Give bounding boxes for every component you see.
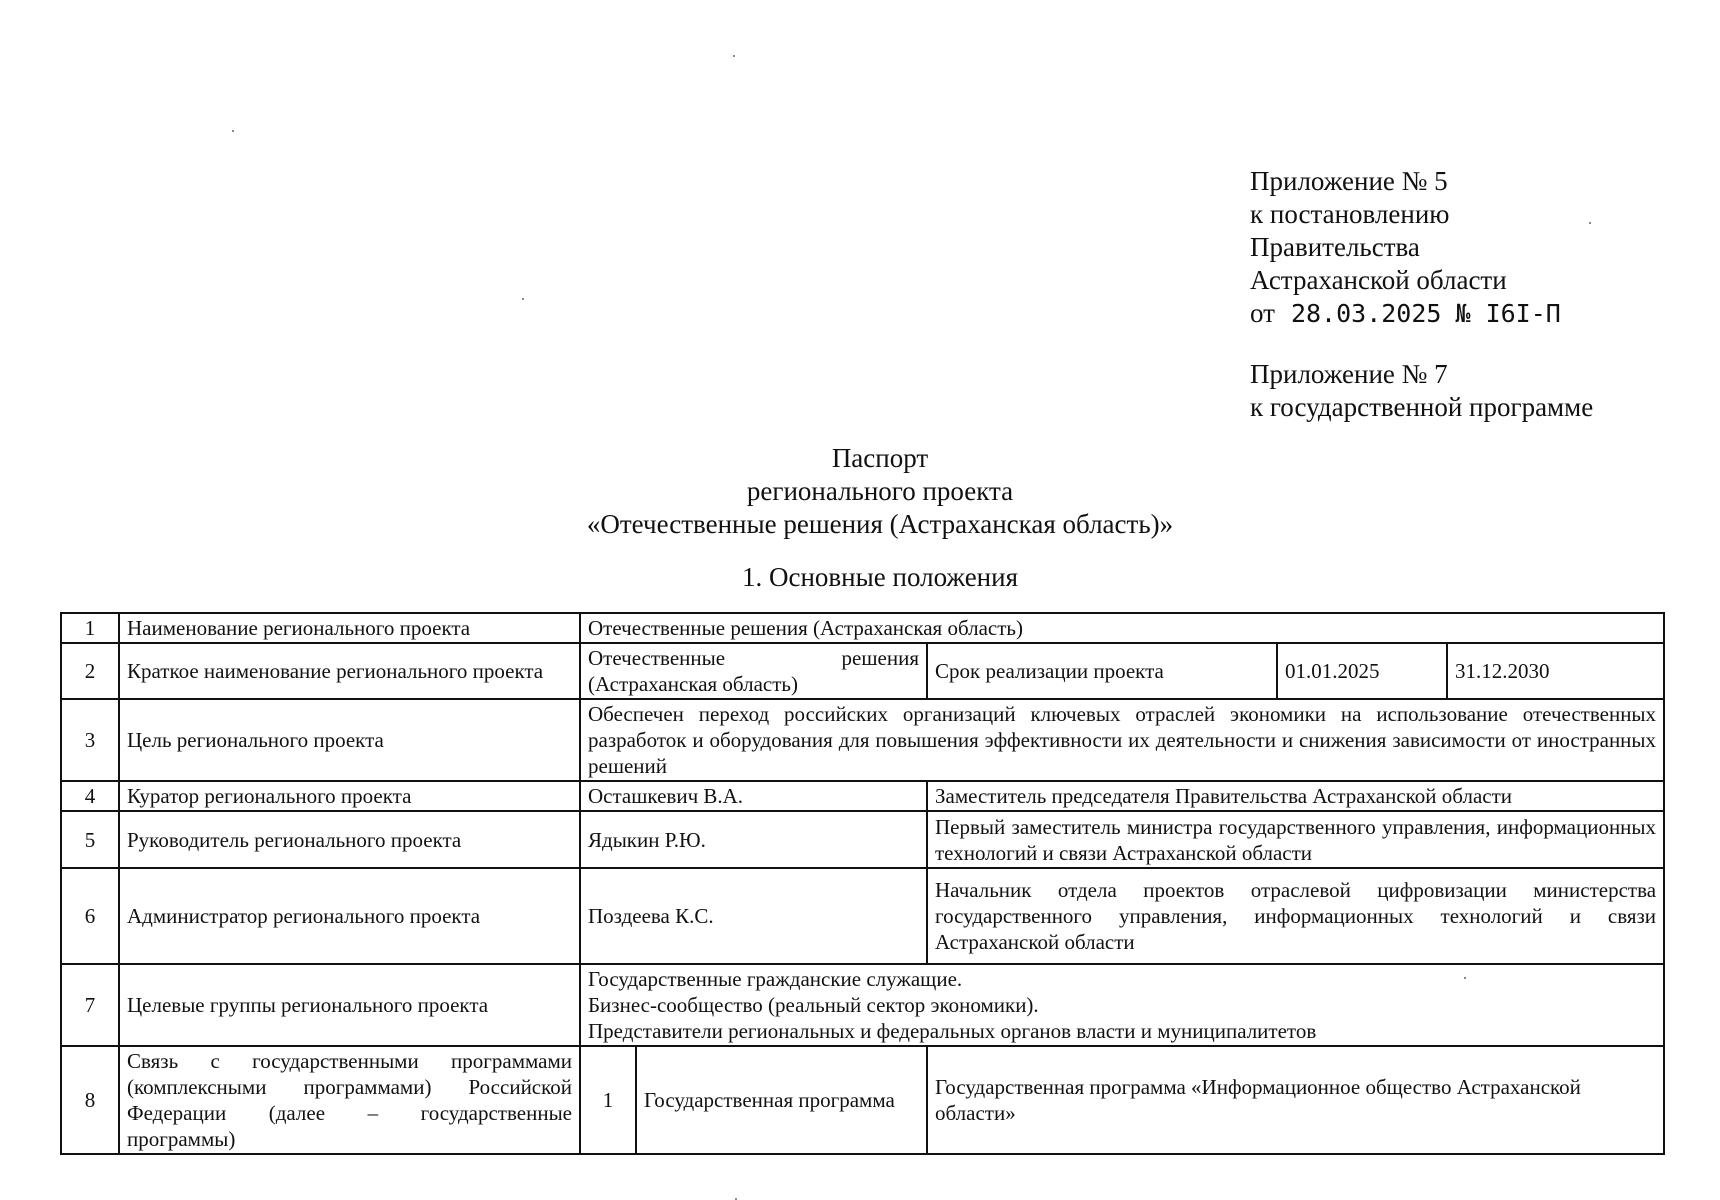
title-line: регионального проекта [746,476,1014,506]
appendix-7-header [1250,358,1593,424]
target-group-item: Бизнес-сообщество (реальный сектор экономики). [588,993,1039,1017]
row-label: Целевые группы регионального проекта [119,964,580,1046]
scan-speck [522,298,524,300]
program-sub-number: 1 [580,1046,636,1154]
target-group-item: Государственные гражданские служащие. [588,967,963,991]
title-line: «Отечественные решения (Астраханская область)» [586,509,1174,539]
administrator-position: Начальник отдела проектов отраслевой цифровизации министерства государственного управления, информационных технологий и связи Астраханской области [927,868,1664,964]
title-line: Паспорт [831,443,929,473]
resolution-reference [1250,297,1561,330]
curator-name: Осташкевич В.А. [580,781,927,811]
row-number: 7 [61,964,119,1046]
appendix-5-line: к постановлению [1250,199,1450,229]
curator-position: Заместитель председателя Правительства Астраханской области [927,781,1664,811]
project-goal-value: Обеспечен переход российских организаций ключевых отраслей экономики на использование отечественных разработок и оборудования для повышения эффективности их деятельности и снижения зависимости от иностранных решений [580,699,1664,781]
term-label: Срок реализации проекта [927,643,1277,699]
row-label: Краткое наименование регионального проекта [119,643,580,699]
appendix-7-line: Приложение № 7 [1250,359,1448,389]
row-number: 8 [61,1046,119,1154]
table-row [61,699,1664,781]
scan-speck [733,55,735,57]
row-number: 4 [61,781,119,811]
table-row [61,781,1664,811]
table-row [61,613,1664,643]
manager-position: Первый заместитель министра государственного управления, информационных технологий и связи Астраханской области [927,811,1664,868]
passport-table [60,612,1665,1155]
row-label: Наименование регионального проекта [119,613,580,643]
row-label: Цель регионального проекта [119,699,580,781]
target-groups-cell [580,964,1664,1046]
row-label: Администратор регионального проекта [119,868,580,964]
project-name-value: Отечественные решения (Астраханская область) [580,613,1664,643]
start-date: 01.01.2025 [1277,643,1447,699]
appendix-5-header [1250,165,1561,330]
program-type: Государственная программа [636,1046,927,1154]
table-row [61,1046,1664,1154]
section-title: 1. Основные положения [742,562,1018,592]
table-row [61,811,1664,868]
row-number: 1 [61,613,119,643]
row-label: Куратор регионального проекта [119,781,580,811]
appendix-5-line: Приложение № 5 [1250,166,1448,196]
manager-name: Ядыкин Р.Ю. [580,811,927,868]
document-title [0,442,1720,541]
row-number: 2 [61,643,119,699]
scan-speck [232,130,234,132]
row-number: 5 [61,811,119,868]
scan-speck [1589,222,1591,224]
row-label: Руководитель регионального проекта [119,811,580,868]
row-label: Связь с государственными программами (комплексными программами) Российской Федерации (далее – государственные программы) [119,1046,580,1154]
table-row [61,643,1664,699]
table-row [61,964,1664,1046]
appendix-5-line: Астраханской области [1250,265,1507,295]
resolution-number: № I6I-П [1455,299,1561,328]
resolution-date: 28.03.2025 [1290,299,1442,328]
target-group-item: Представители региональных и федеральных органов власти и муниципалитетов [588,1019,1317,1043]
project-short-name-value: Отечественные решения (Астраханская область) [580,643,927,699]
resolution-from-label: от [1250,298,1275,328]
table-row [61,868,1664,964]
end-date: 31.12.2030 [1447,643,1664,699]
row-number: 3 [61,699,119,781]
administrator-name: Поздеева К.С. [580,868,927,964]
program-name: Государственная программа «Информационное общество Астраханской области» [927,1046,1664,1154]
appendix-7-line: к государственной программе [1250,392,1594,422]
row-number: 6 [61,868,119,964]
appendix-5-line: Правительства [1250,232,1420,262]
